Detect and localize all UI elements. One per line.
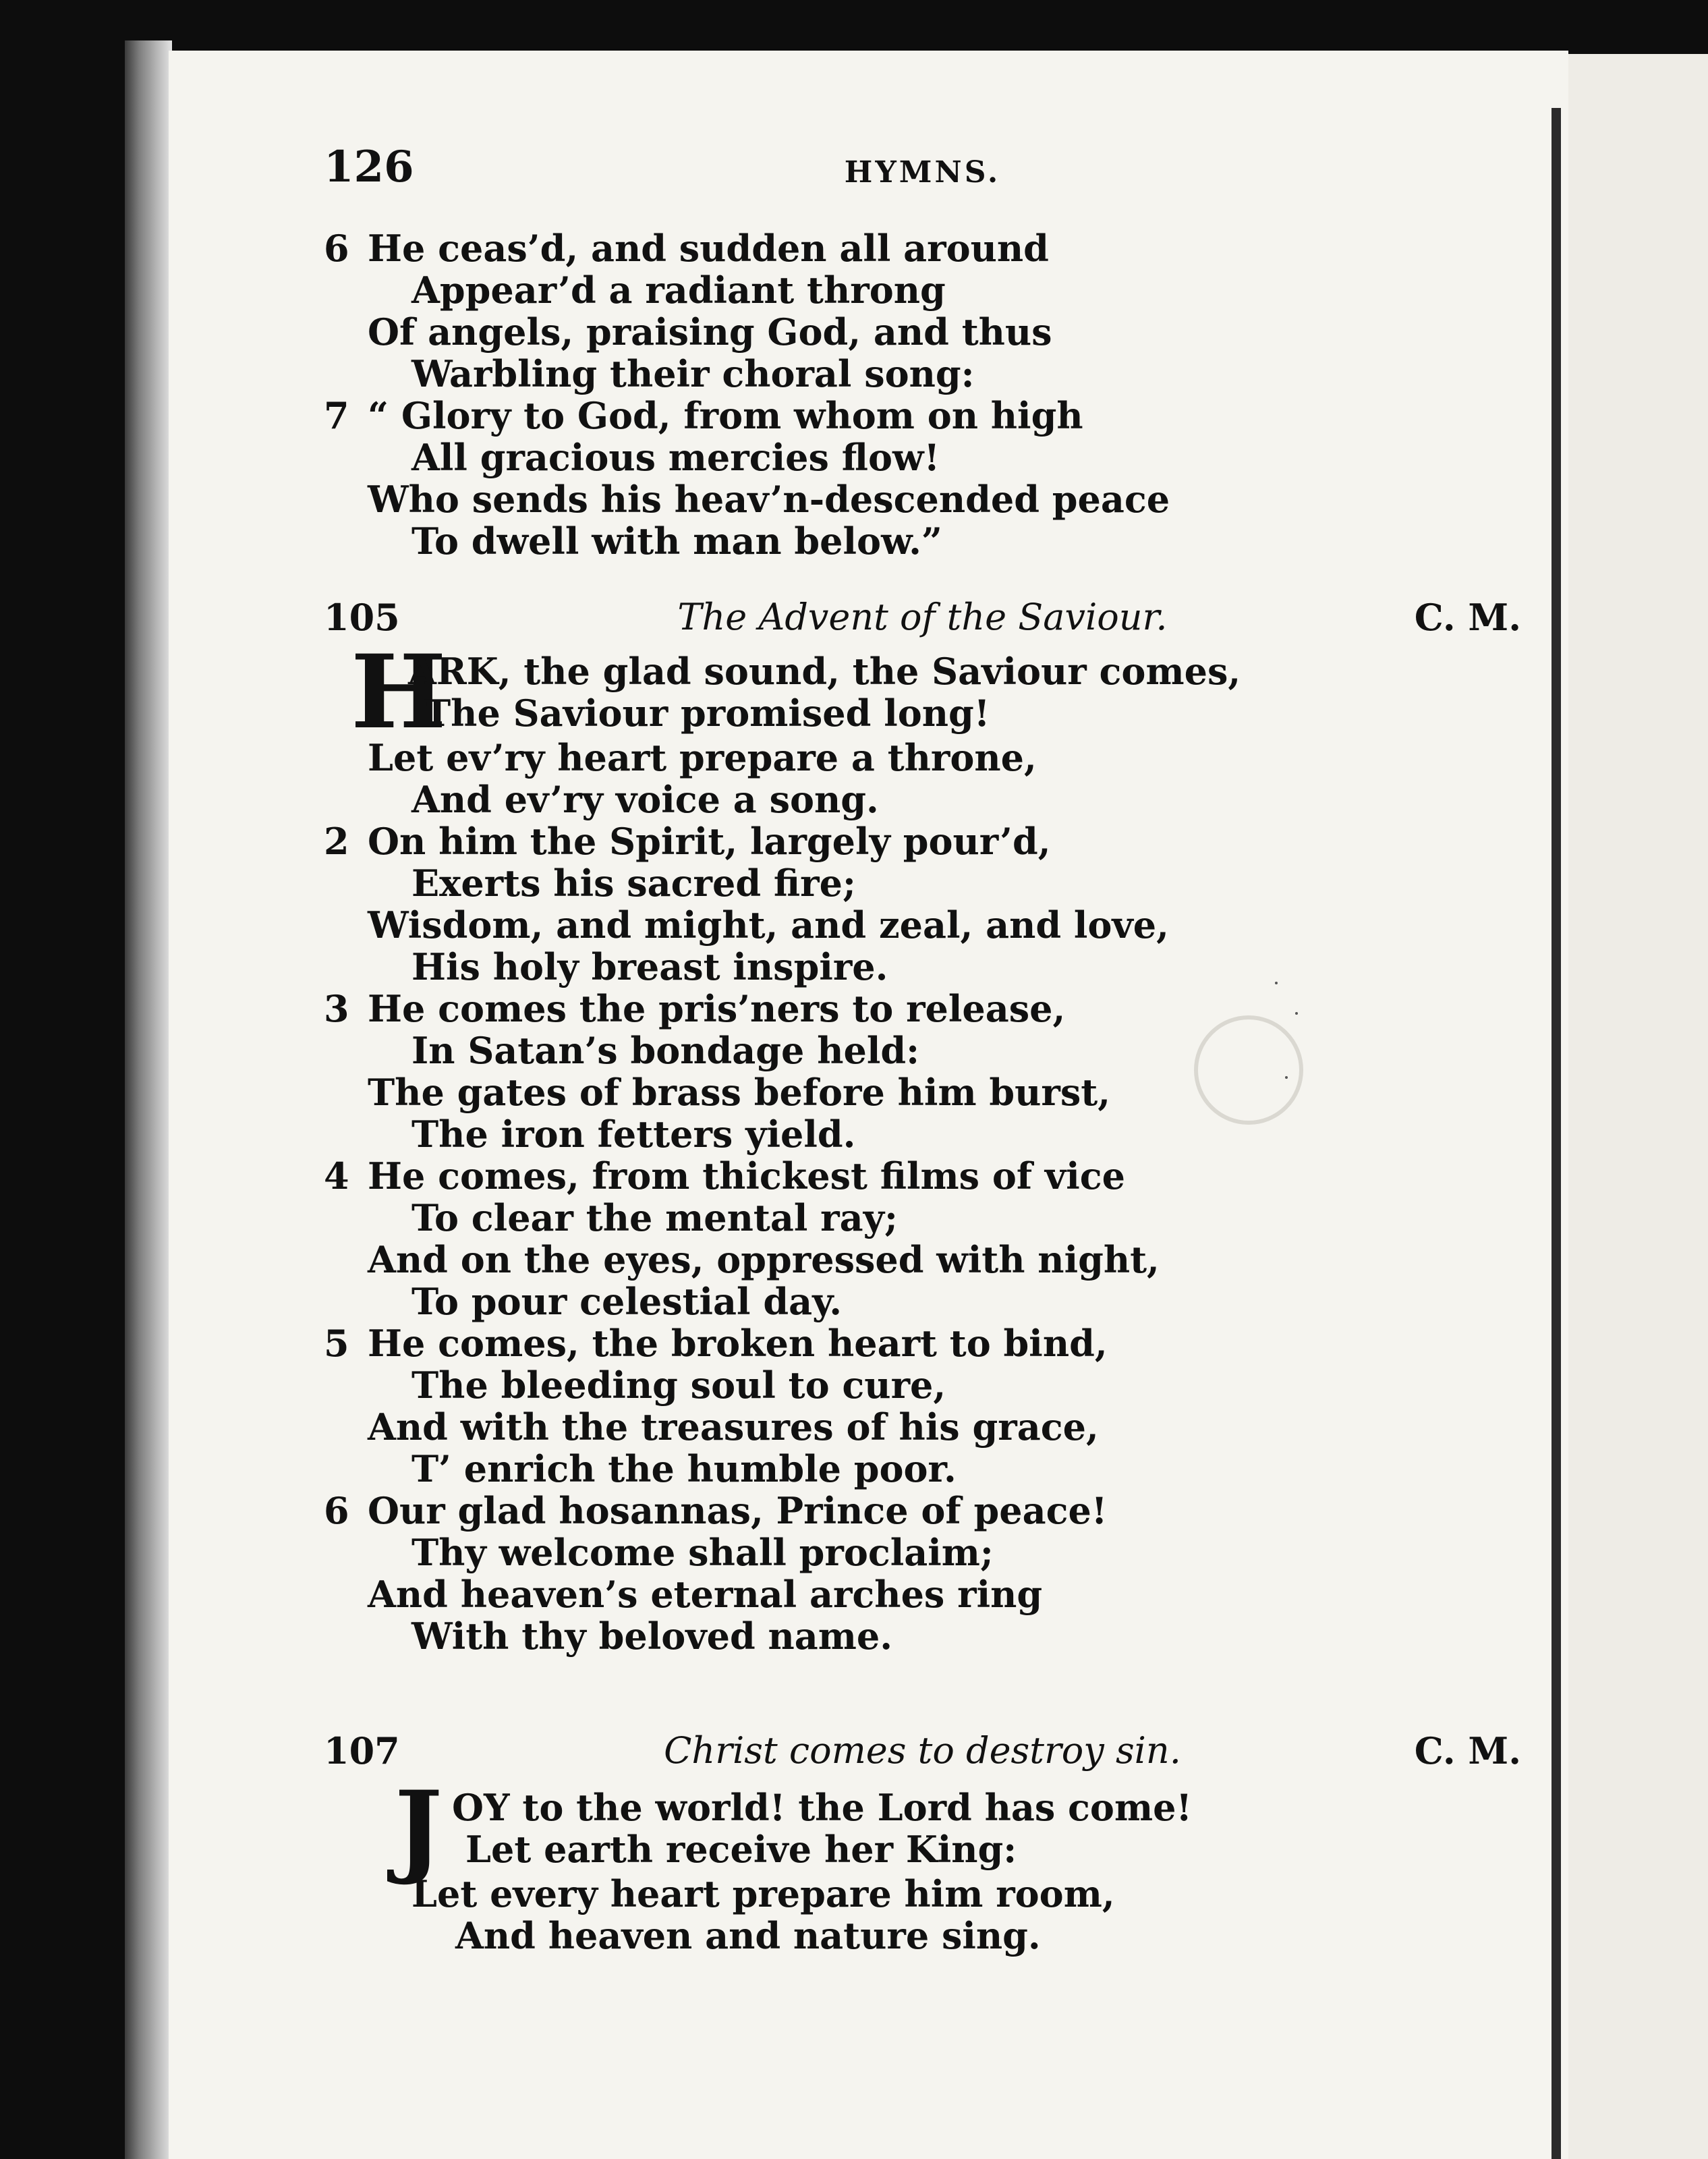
- book-page: [169, 51, 1568, 2159]
- continued-hymn: [324, 227, 1521, 562]
- verse-text: Thy welcome shall proclaim;: [411, 1531, 994, 1574]
- verse-text: And heaven and nature sing.: [455, 1914, 1041, 1957]
- verse-line: [368, 1915, 1521, 1957]
- verse-text: He comes, the broken heart to bind,: [368, 1322, 1108, 1365]
- verse-text: Let every heart prepare him room,: [411, 1872, 1115, 1915]
- verse-line: [324, 1532, 1521, 1573]
- verse-text: To dwell with man below.”: [411, 520, 942, 563]
- print-speck: [1275, 982, 1278, 984]
- verse-line: [324, 227, 1521, 269]
- verse-line: [324, 1448, 1521, 1490]
- book-spine-shadow: [125, 40, 172, 2159]
- verse-number: 6: [324, 227, 349, 270]
- opening-lines: [324, 1769, 1521, 1888]
- verse-line: [324, 820, 1521, 862]
- verse-line: [324, 737, 1521, 779]
- drop-cap: J: [395, 1769, 443, 1888]
- verse-line: [324, 1281, 1521, 1322]
- hymn-meter: C. M.: [1414, 1729, 1521, 1772]
- verse-text: To clear the mental ray;: [411, 1196, 898, 1239]
- verse-line: [324, 1113, 1521, 1155]
- verse-text: And on the eyes, oppressed with night,: [368, 1238, 1160, 1281]
- verse-text: Of angels, praising God, and thus: [368, 310, 1052, 354]
- verse-line: [324, 353, 1521, 395]
- verse-line: [324, 779, 1521, 820]
- verse-line: [324, 1406, 1521, 1448]
- drop-cap: H: [351, 633, 447, 752]
- verse-line: [324, 1155, 1521, 1197]
- verse-line: [324, 269, 1521, 311]
- verse-line: [324, 1490, 1521, 1532]
- verse-line: [324, 1239, 1521, 1281]
- verse-text: The bleeding soul to cure,: [411, 1364, 946, 1407]
- verse-text: All gracious mercies flow!: [411, 436, 940, 479]
- verse-line: [324, 1615, 1521, 1657]
- verse-text: Exerts his sacred fire;: [411, 862, 856, 905]
- verse-line: [324, 988, 1521, 1030]
- verse-line: [324, 946, 1521, 988]
- facing-page-edge: [1561, 54, 1708, 2159]
- hymn-meter: C. M.: [1414, 596, 1521, 639]
- page-header: [324, 142, 1521, 209]
- verse-lines: [368, 1873, 1521, 1957]
- verse-text: Wisdom, and might, and zeal, and love,: [368, 903, 1169, 947]
- verse-line: [324, 904, 1521, 946]
- verse-number: 5: [324, 1322, 349, 1365]
- verse-number: 6: [324, 1489, 349, 1532]
- verse-line: [324, 1071, 1521, 1113]
- opening-lines: [324, 633, 1521, 752]
- verse-text: “ Glory to God, from whom on high: [368, 394, 1083, 437]
- hymn-105: [324, 594, 1521, 1657]
- verse-line: [324, 862, 1521, 904]
- verse-text: And with the treasures of his grace,: [368, 1405, 1099, 1449]
- verse-text: Let ev’ry heart prepare a throne,: [368, 736, 1037, 779]
- verse-line: [324, 1322, 1521, 1364]
- verse-text: The gates of brass before him burst,: [368, 1071, 1110, 1114]
- verse-text: And heaven’s eternal arches ring: [368, 1573, 1043, 1616]
- hymn-number: 105: [324, 596, 400, 639]
- verse-text: The iron fetters yield.: [411, 1113, 856, 1156]
- verse-text: To pour celestial day.: [411, 1280, 843, 1323]
- verse-number: 4: [324, 1154, 349, 1198]
- verse-text: His holy breast inspire.: [411, 945, 888, 988]
- verse-line: [324, 1364, 1521, 1406]
- verse-text: Who sends his heav’n-descended peace: [368, 478, 1170, 521]
- page-number: 126: [324, 142, 414, 192]
- verse-text: With thy beloved name.: [411, 1615, 893, 1658]
- verse-number: 7: [324, 394, 349, 437]
- running-head: HYMNS.: [844, 155, 1001, 190]
- verse-line: [324, 1030, 1521, 1071]
- verse-line: [324, 311, 1521, 353]
- verse-line: [368, 1873, 1521, 1915]
- hymn-title: The Advent of the Saviour.: [677, 596, 1168, 638]
- verse-line: OY to the world! the Lord has come!: [452, 1786, 1193, 1829]
- verse-text: Our glad hosannas, Prince of peace!: [368, 1489, 1108, 1532]
- print-speck: [1285, 1076, 1288, 1079]
- verse-text: Warbling their choral song:: [411, 352, 975, 395]
- hymn-heading: [324, 594, 1521, 641]
- verse-text: He ceas’d, and sudden all around: [368, 227, 1049, 270]
- verse-text: In Satan’s bondage held:: [411, 1029, 920, 1072]
- verse-line: [324, 437, 1521, 478]
- verse-line: [324, 1197, 1521, 1239]
- verse-number: 2: [324, 820, 349, 863]
- verse-text: Appear’d a radiant throng: [411, 269, 946, 312]
- verse-line: [324, 520, 1521, 562]
- hymn-heading: [324, 1727, 1521, 1774]
- hymn-107: [324, 1727, 1521, 1957]
- verse-line: [324, 1573, 1521, 1615]
- verse-text: T’ enrich the humble poor.: [411, 1447, 957, 1490]
- verse-line: [324, 395, 1521, 437]
- verse-text: He comes, from thickest films of vice: [368, 1154, 1126, 1198]
- verse-line: The Saviour promised long!: [424, 692, 990, 735]
- verse-line: [324, 478, 1521, 520]
- print-speck: [1295, 1012, 1298, 1015]
- verse-line: ARK, the glad sound, the Saviour comes,: [408, 650, 1241, 693]
- verse-number: 3: [324, 987, 349, 1030]
- page-gutter-edge: [1552, 108, 1561, 2159]
- verse-text: He comes the pris’ners to release,: [368, 987, 1066, 1030]
- hymn-number: 107: [324, 1729, 400, 1772]
- hymn-title: Christ comes to destroy sin.: [664, 1729, 1181, 1772]
- verse-lines: [324, 737, 1521, 1657]
- verse-line: Let earth receive her King:: [465, 1828, 1017, 1871]
- verse-text: And ev’ry voice a song.: [411, 778, 879, 821]
- verse-text: On him the Spirit, largely pour’d,: [368, 820, 1051, 863]
